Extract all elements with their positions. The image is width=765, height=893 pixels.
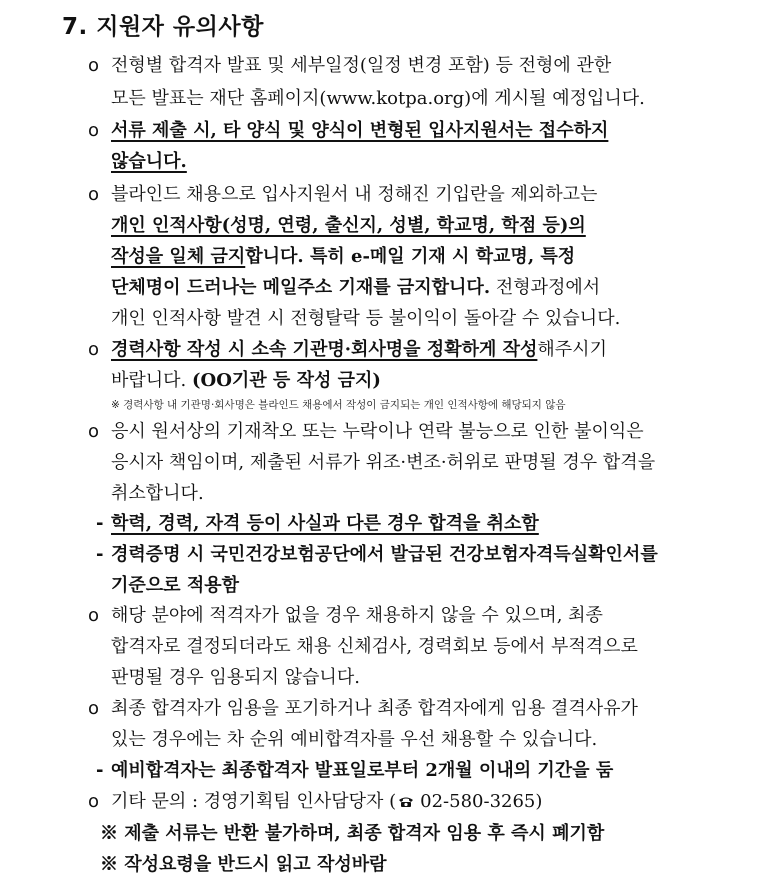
notice-6-line-1: 해당 분야에 적격자가 없을 경우 채용하지 않을 수 있으며, 최종 — [111, 605, 603, 626]
notice-5-line-2: 응시자 책임이며, 제출된 서류가 위조·변조·허위로 판명될 경우 합격을 — [111, 452, 656, 473]
bullet-icon: o — [88, 698, 100, 719]
notice-3-line-5: 개인 인적사항 발견 시 전형탈락 등 불이익이 돌아갈 수 있습니다. — [111, 308, 621, 329]
notice-7-sub-1: 예비합격자는 최종합격자 발표일로부터 2개월 이내의 기간을 둠 — [111, 760, 614, 781]
bullet-icon: o — [88, 184, 100, 205]
notice-4-line-2-text: 바랍니다. — [111, 370, 192, 391]
notice-1-line-2: 모든 발표는 재단 홈페이지(www.kotpa.org)에 게시될 예정입니다. — [111, 88, 645, 109]
bullet-icon: o — [88, 120, 100, 141]
bullet-icon: o — [88, 55, 100, 76]
dash-icon: - — [96, 544, 104, 565]
notice-1-line-1: 전형별 합격자 발표 및 세부일정(일정 변경 포함) 등 전형에 관한 — [111, 55, 612, 76]
notice-4-line-1-bold: 경력사항 작성 시 소속 기관명·회사명을 정확하게 작성 — [111, 339, 538, 360]
notice-4-line-1 — [111, 338, 607, 362]
notice-4-line-2 — [111, 369, 381, 393]
notice-5-sub-2-line-1: 경력증명 시 국민건강보험공단에서 발급된 건강보험자격득실확인서를 — [111, 544, 658, 565]
notice-3-line-3 — [111, 245, 575, 269]
dash-icon: - — [96, 513, 104, 534]
notice-footer-1: ※ 제출 서류는 반환 불가하며, 최종 합격자 임용 후 즉시 폐기함 — [100, 823, 605, 844]
notice-4-line-1-rest: 해주시기 — [537, 339, 607, 360]
notice-4-line-2-bold: (OO기관 등 작성 금지) — [192, 370, 381, 391]
notice-3-line-4 — [111, 276, 600, 300]
notice-6-line-3: 판명될 경우 임용되지 않습니다. — [111, 667, 360, 688]
notice-2-line-1: 서류 제출 시, 타 양식 및 양식이 변형된 입사지원서는 접수하지 — [111, 120, 609, 141]
notice-8-line-1 — [111, 790, 542, 814]
bullet-icon: o — [88, 339, 100, 360]
notice-3-line-4-rest: 전형과정에서 — [490, 277, 601, 298]
dash-icon: - — [96, 760, 104, 781]
notice-5-sub-1: 학력, 경력, 자격 등이 사실과 다른 경우 합격을 취소함 — [111, 513, 539, 534]
notice-3-line-4-bold: 단체명이 드러나는 메일주소 기재를 금지합니다. — [111, 277, 491, 298]
notice-5-line-1: 응시 원서상의 기재착오 또는 누락이나 연락 불능으로 인한 불이익은 — [111, 421, 644, 442]
notice-2-line-2: 않습니다. — [111, 151, 187, 172]
bullet-icon: o — [88, 605, 100, 626]
bullet-icon: o — [88, 421, 100, 442]
notice-5-line-3: 취소합니다. — [111, 483, 204, 504]
notice-footer-2: ※ 작성요령을 반드시 읽고 작성바람 — [100, 854, 387, 875]
notice-3-line-2: 개인 인적사항(성명, 연령, 출신지, 성별, 학교명, 학점 등)의 — [111, 215, 586, 236]
notice-3-line-3-rest: 합니다. 특히 e-메일 기재 시 학교명, 특정 — [245, 246, 576, 267]
notice-3-line-1: 블라인드 채용으로 입사지원서 내 정해진 기입란을 제외하고는 — [111, 184, 598, 205]
notice-7-line-2: 있는 경우에는 차 순위 예비합격자를 우선 채용할 수 있습니다. — [111, 729, 598, 750]
notice-6-line-2: 합격자로 결정되더라도 채용 신체검사, 경력회보 등에서 부적격으로 — [111, 636, 638, 657]
phone-icon — [398, 796, 414, 808]
section-title: 7. 지원자 유의사항 — [62, 14, 264, 40]
notice-5-sub-2-line-2: 기준으로 적용함 — [111, 575, 239, 596]
bullet-icon: o — [88, 791, 100, 812]
notice-4-footnote: ※ 경력사항 내 기관명·회사명은 블라인드 채용에서 작성이 금지되는 개인 인적사항에 해당되지 않음 — [111, 399, 566, 411]
notice-3-line-3-underlined: 작성을 일체 금지 — [111, 246, 246, 267]
notice-7-line-1: 최종 합격자가 임용을 포기하거나 최종 합격자에게 임용 결격사유가 — [111, 698, 638, 719]
contact-phone-number: 02-580-3265) — [420, 791, 543, 812]
contact-text: 기타 문의 : 경영기획팀 인사담당자 ( — [111, 791, 397, 812]
